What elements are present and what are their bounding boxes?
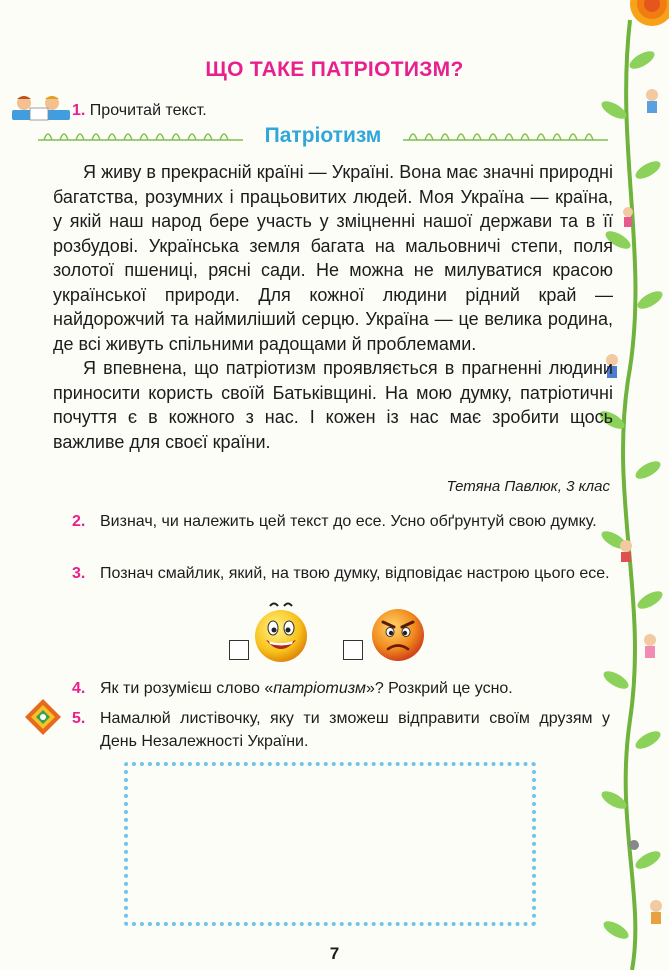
story-title: Патріотизм [264,124,382,147]
task-5 [72,707,610,753]
task-text: Намалюй листівочку, яку ти зможеш відправити своїм друзям у День Незалежності України. [100,710,610,750]
ukrainian-ornament-icon [24,698,62,736]
happy-smiley-icon [252,600,310,664]
task-text: Познач смайлик, який, на твою думку, відповідає настрою цього есе. [100,565,610,582]
task-text: Визнач, чи належить цей текст до есе. Усно обґрунтуй свою думку. [100,513,597,530]
page-title: ЩО ТАКЕ ПАТРІОТИЗМ? [205,58,464,81]
task-number: 4. [72,680,86,697]
task-number: 3. [72,565,86,582]
page-number: 7 [329,944,340,963]
happy-smiley-checkbox[interactable] [229,640,249,660]
task-number: 2. [72,513,86,530]
task-3 [72,562,610,585]
task-number: 1. [72,102,86,119]
essay-text [53,160,613,454]
angry-smiley-icon [369,602,427,664]
task-number: 5. [72,710,86,727]
task-1 [72,99,207,122]
story-header [38,124,608,150]
task-text: Прочитай текст. [89,102,207,119]
angry-smiley-checkbox[interactable] [343,640,363,660]
postcard-drawing-area[interactable] [124,762,536,926]
task-text: Як ти розумієш слово «патріотизм»? Розкрий це усно. [100,680,513,697]
task-2 [72,510,610,533]
task-4 [72,677,610,700]
essay-author: Тетяна Павлюк, 3 клас [446,478,610,495]
essay-paragraph-1: Я живу в прекрасній країні — Україні. Вона має значні природні багатства, розумних і працьовитих людей. Моя Україна — країна, у якій наш народ бере участь у зміцненні нашої держави та в її розбудові. Українська земля багата на мальовничі степи, поля золотої пшениці, рясні сади. Не можна не милуватися красою української природи. Для кожної людини рідний край — найдорожчий та наймиліший серцю. Україна — це велика родина, де всі живуть спільними радощами й проблемами. [53,162,613,354]
essay-paragraph-2: Я впевнена, що патріотизм проявляється в прагненні людини приносити користь своїй Батьківщині. На мою думку, патріотичні почуття є в кожного з нас. І кожен із нас має зробити щось важливе для своєї країни. [53,358,613,452]
kids-reading-icon [10,94,76,124]
